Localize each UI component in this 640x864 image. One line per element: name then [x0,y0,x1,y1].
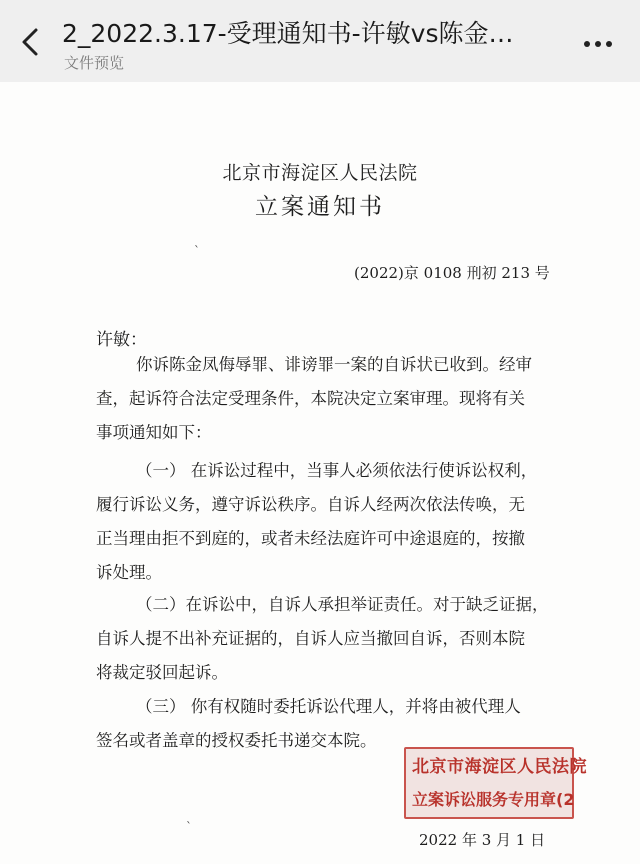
court-seal-stamp [404,747,587,819]
stamp-line: 立案诉讼服务专用章(2 [412,790,575,809]
text-line: （三） 你有权随时委托诉讼代理人，并将由被代理人 [136,697,521,716]
case-number: (2022)京 0108 刑初 213 号 [354,264,550,282]
text-line: 将裁定驳回起诉。 [96,663,228,682]
paragraph-intro [96,348,546,450]
text-line: 履行诉讼义务，遵守诉讼秩序。自诉人经两次依法传唤，无 [96,495,525,514]
text-line: 诉处理。 [96,563,162,582]
top-toolbar [0,0,640,82]
paragraph-item-1 [96,454,546,590]
back-button[interactable] [10,20,50,64]
file-subtitle: 文件预览 [64,54,125,72]
chevron-left-icon [19,27,41,57]
more-dots-icon [583,40,613,48]
text-line: （二）在诉讼中，自诉人承担举证责任。对于缺乏证据， [136,595,549,614]
more-button[interactable] [578,24,618,64]
paragraph-item-2 [96,588,549,690]
court-name: 北京市海淀区人民法院 [222,162,418,184]
recipient: 许敏： [96,330,147,350]
text-line: （一） 在诉讼过程中，当事人必须依法行使诉讼权利， [136,461,538,480]
text-line: 正当理由拒不到庭的，或者未经法庭许可中途退庭的，按撤 [96,529,525,548]
stamp-line: 北京市海淀区人民法院 [412,757,587,777]
document-preview[interactable] [0,82,640,864]
file-title: 2_2022.3.17-受理通知书-许敏vs陈金… [62,19,514,48]
scan-speck: ˋ [186,820,192,834]
document-title: 立案通知书 [255,194,385,220]
scan-speck: ˋ [194,244,200,258]
text-line: 你诉陈金凤侮辱罪、诽谤罪一案的自诉状已收到。经审 [136,355,532,374]
text-line: 事项通知如下： [96,423,212,442]
text-line: 自诉人提不出补充证据的，自诉人应当撤回自诉，否则本院 [96,629,525,648]
text-line: 查，起诉符合法定受理条件，本院决定立案审理。现将有关 [96,389,525,408]
text-line: 签名或者盖章的授权委托书递交本院。 [96,731,377,750]
issue-date: 2022 年 3 月 1 日 [419,831,546,849]
